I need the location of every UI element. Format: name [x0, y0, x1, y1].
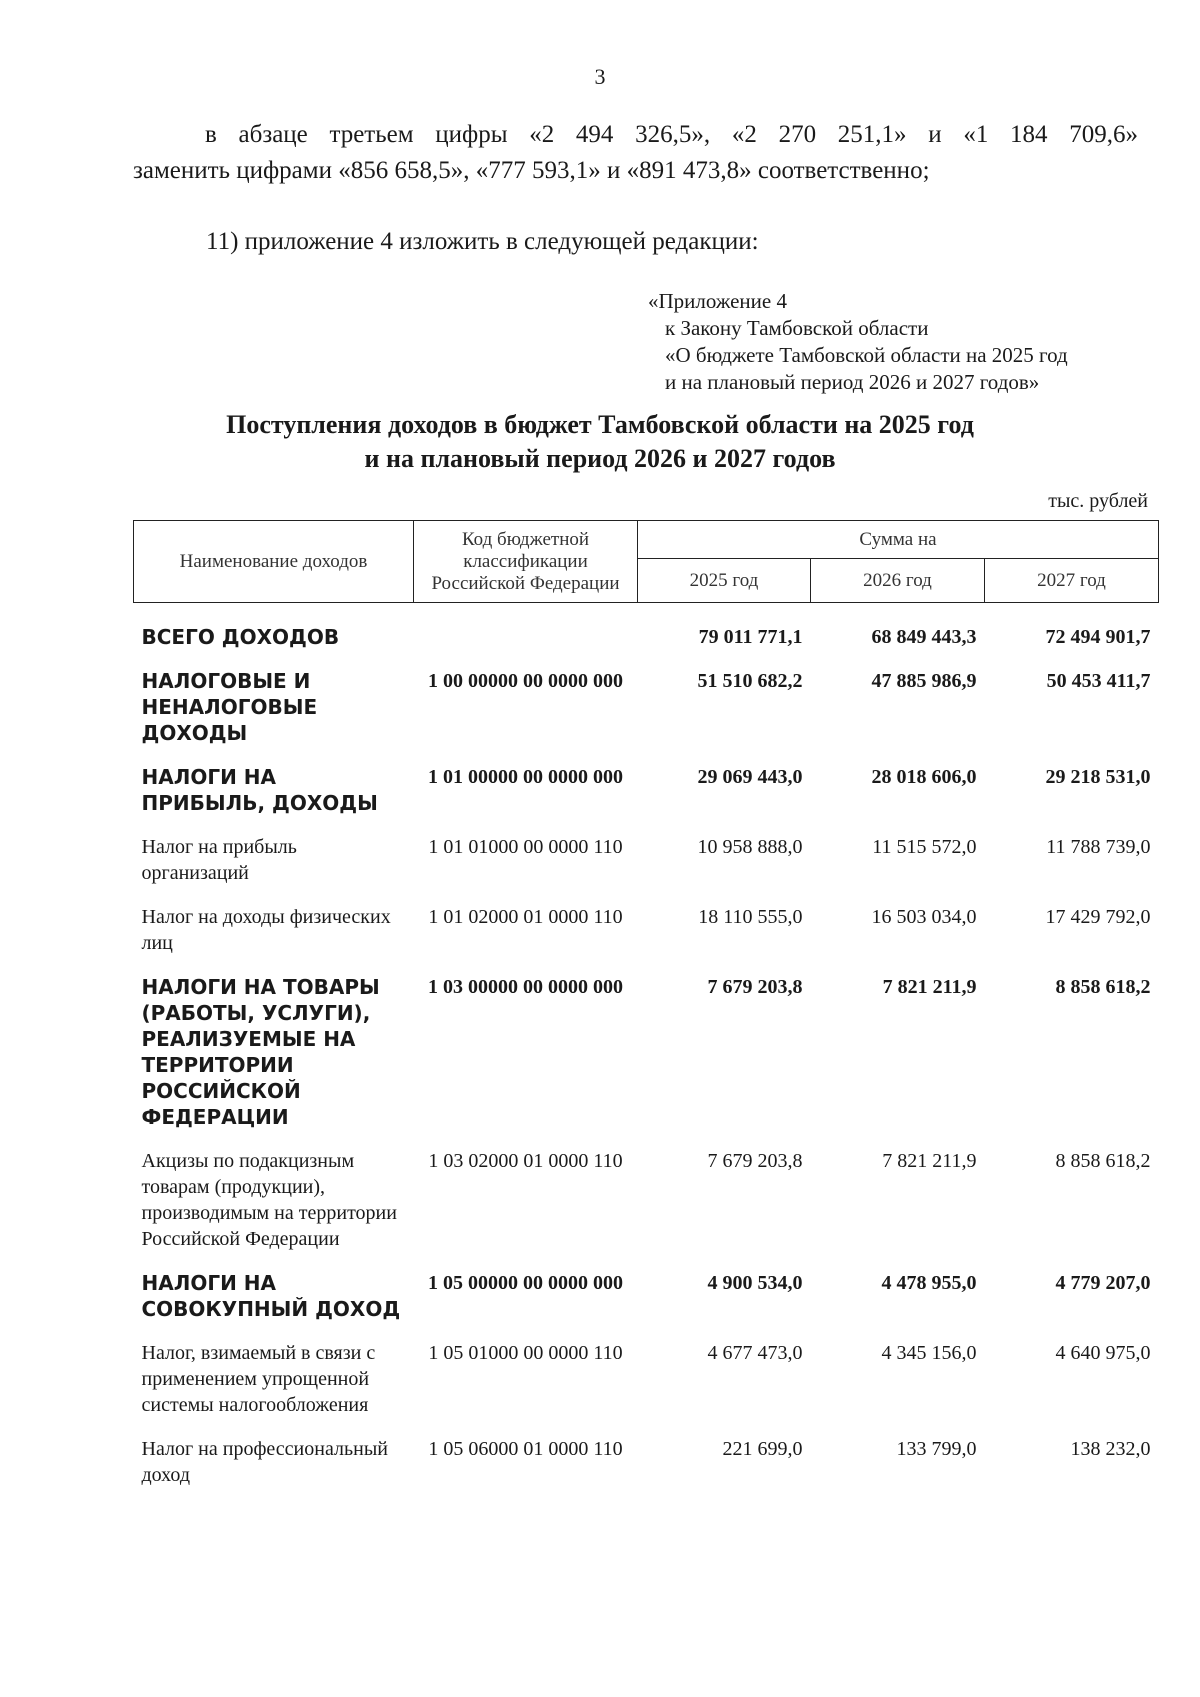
- row-code: 1 03 02000 01 0000 110: [428, 1150, 623, 1172]
- table-row: [134, 965, 1159, 1139]
- row-name: НАЛОГОВЫЕ И НЕНАЛОГОВЫЕ ДОХОДЫ: [141, 669, 318, 745]
- row-value-2027: 138 232,0: [1070, 1438, 1151, 1460]
- row-value-2027: 4 640 975,0: [1055, 1342, 1151, 1364]
- row-value-2026: 16 503 034,0: [871, 906, 977, 928]
- row-name: НАЛОГИ НА СОВОКУПНЫЙ ДОХОД: [141, 1271, 401, 1321]
- appendix-note: [648, 288, 1068, 396]
- row-value-2027: 8 858 618,2: [1055, 976, 1151, 998]
- row-name: Налог на доходы физических лиц: [141, 906, 391, 954]
- header-2026: 2026 год: [811, 559, 985, 603]
- table-row: [134, 659, 1159, 755]
- amendment-paragraph: [133, 117, 1138, 189]
- row-value-2027: 72 494 901,7: [1045, 626, 1151, 648]
- row-code: 1 05 00000 00 0000 000: [428, 1272, 623, 1294]
- header-2025: 2025 год: [638, 559, 811, 603]
- appendix-note-line-1: «Приложение 4: [648, 289, 787, 313]
- row-name: Налог, взимаемый в связи с применением упрощенной системы налогообложения: [141, 1342, 376, 1416]
- row-value-2025: 221 699,0: [722, 1438, 803, 1460]
- amendment-line-2: заменить цифрами «856 658,5», «777 593,1» и «891 473,8» соответственно;: [133, 157, 930, 184]
- row-value-2025: 4 677 473,0: [707, 1342, 803, 1364]
- row-value-2027: 4 779 207,0: [1055, 1272, 1151, 1294]
- row-code: 1 05 06000 01 0000 110: [428, 1438, 623, 1460]
- row-value-2027: 29 218 531,0: [1045, 766, 1151, 788]
- row-value-2026: 28 018 606,0: [871, 766, 977, 788]
- row-name: Акцизы по подакцизным товарам (продукции), производимым на территории Российской Федерации: [141, 1150, 397, 1250]
- title-line-2: и на плановый период 2026 и 2027 годов: [364, 444, 836, 473]
- unit-label: тыс. рублей: [1048, 490, 1148, 512]
- row-value-2025: 4 900 534,0: [707, 1272, 803, 1294]
- row-value-2027: 17 429 792,0: [1045, 906, 1151, 928]
- row-name: ВСЕГО ДОХОДОВ: [141, 625, 340, 649]
- page-number: 3: [594, 64, 606, 89]
- row-value-2026: 11 515 572,0: [872, 836, 977, 858]
- amendment-line-1: в абзаце третьем цифры «2 494 326,5», «2 270 251,1» и «1 184 709,6»: [205, 121, 1138, 148]
- row-value-2025: 79 011 771,1: [698, 626, 803, 648]
- table-row: [134, 1427, 1159, 1497]
- row-code: 1 00 00000 00 0000 000: [428, 670, 623, 692]
- appendix-note-line-3: «О бюджете Тамбовской области на 2025 год: [665, 343, 1068, 367]
- table-row: [134, 1331, 1159, 1427]
- table-row: [134, 615, 1159, 659]
- row-value-2026: 133 799,0: [896, 1438, 977, 1460]
- appendix-note-line-4: и на плановый период 2026 и 2027 годов»: [665, 370, 1040, 394]
- income-table: [133, 520, 1159, 1497]
- row-value-2026: 7 821 211,9: [882, 976, 977, 998]
- row-value-2027: 50 453 411,7: [1046, 670, 1151, 692]
- table-row: [134, 1139, 1159, 1261]
- row-value-2025: 7 679 203,8: [707, 1150, 803, 1172]
- appendix-note-line-2: к Закону Тамбовской области: [665, 316, 929, 340]
- row-name: Налог на прибыль организаций: [141, 836, 297, 884]
- table-row: [134, 1261, 1159, 1331]
- table-row: [134, 825, 1159, 895]
- row-value-2026: 4 345 156,0: [881, 1342, 977, 1364]
- row-value-2026: 7 821 211,9: [882, 1150, 977, 1172]
- table-row: [134, 755, 1159, 825]
- row-code: [414, 615, 638, 659]
- header-name: Наименование доходов: [134, 521, 414, 603]
- row-value-2027: 8 858 618,2: [1055, 1150, 1151, 1172]
- header-2027: 2027 год: [985, 559, 1159, 603]
- row-value-2026: 4 478 955,0: [881, 1272, 977, 1294]
- row-value-2025: 18 110 555,0: [698, 906, 803, 928]
- row-code: 1 03 00000 00 0000 000: [428, 976, 623, 998]
- header-code: Код бюджетной классификации Российской Федерации: [414, 521, 638, 603]
- row-value-2026: 47 885 986,9: [871, 670, 977, 692]
- amendment-item-11: 11) приложение 4 изложить в следующей редакции:: [206, 228, 759, 255]
- row-name: НАЛОГИ НА ПРИБЫЛЬ, ДОХОДЫ: [141, 765, 378, 815]
- document-title: [0, 408, 1200, 476]
- row-name: НАЛОГИ НА ТОВАРЫ (РАБОТЫ, УСЛУГИ), РЕАЛИЗУЕМЫЕ НА ТЕРРИТОРИИ РОССИЙСКОЙ ФЕДЕРАЦИИ: [141, 975, 380, 1129]
- title-line-1: Поступления доходов в бюджет Тамбовской области на 2025 год: [226, 410, 974, 439]
- row-value-2027: 11 788 739,0: [1046, 836, 1151, 858]
- row-name: Налог на профессиональный доход: [141, 1438, 388, 1486]
- row-code: 1 01 00000 00 0000 000: [428, 766, 623, 788]
- row-code: 1 05 01000 00 0000 110: [428, 1342, 623, 1364]
- row-value-2025: 10 958 888,0: [697, 836, 803, 858]
- header-sum: Сумма на: [638, 521, 1159, 559]
- row-value-2025: 51 510 682,2: [697, 670, 803, 692]
- row-code: 1 01 02000 01 0000 110: [428, 906, 623, 928]
- row-value-2026: 68 849 443,3: [871, 626, 977, 648]
- row-value-2025: 7 679 203,8: [707, 976, 803, 998]
- row-code: 1 01 01000 00 0000 110: [428, 836, 623, 858]
- table-row: [134, 895, 1159, 965]
- row-value-2025: 29 069 443,0: [697, 766, 803, 788]
